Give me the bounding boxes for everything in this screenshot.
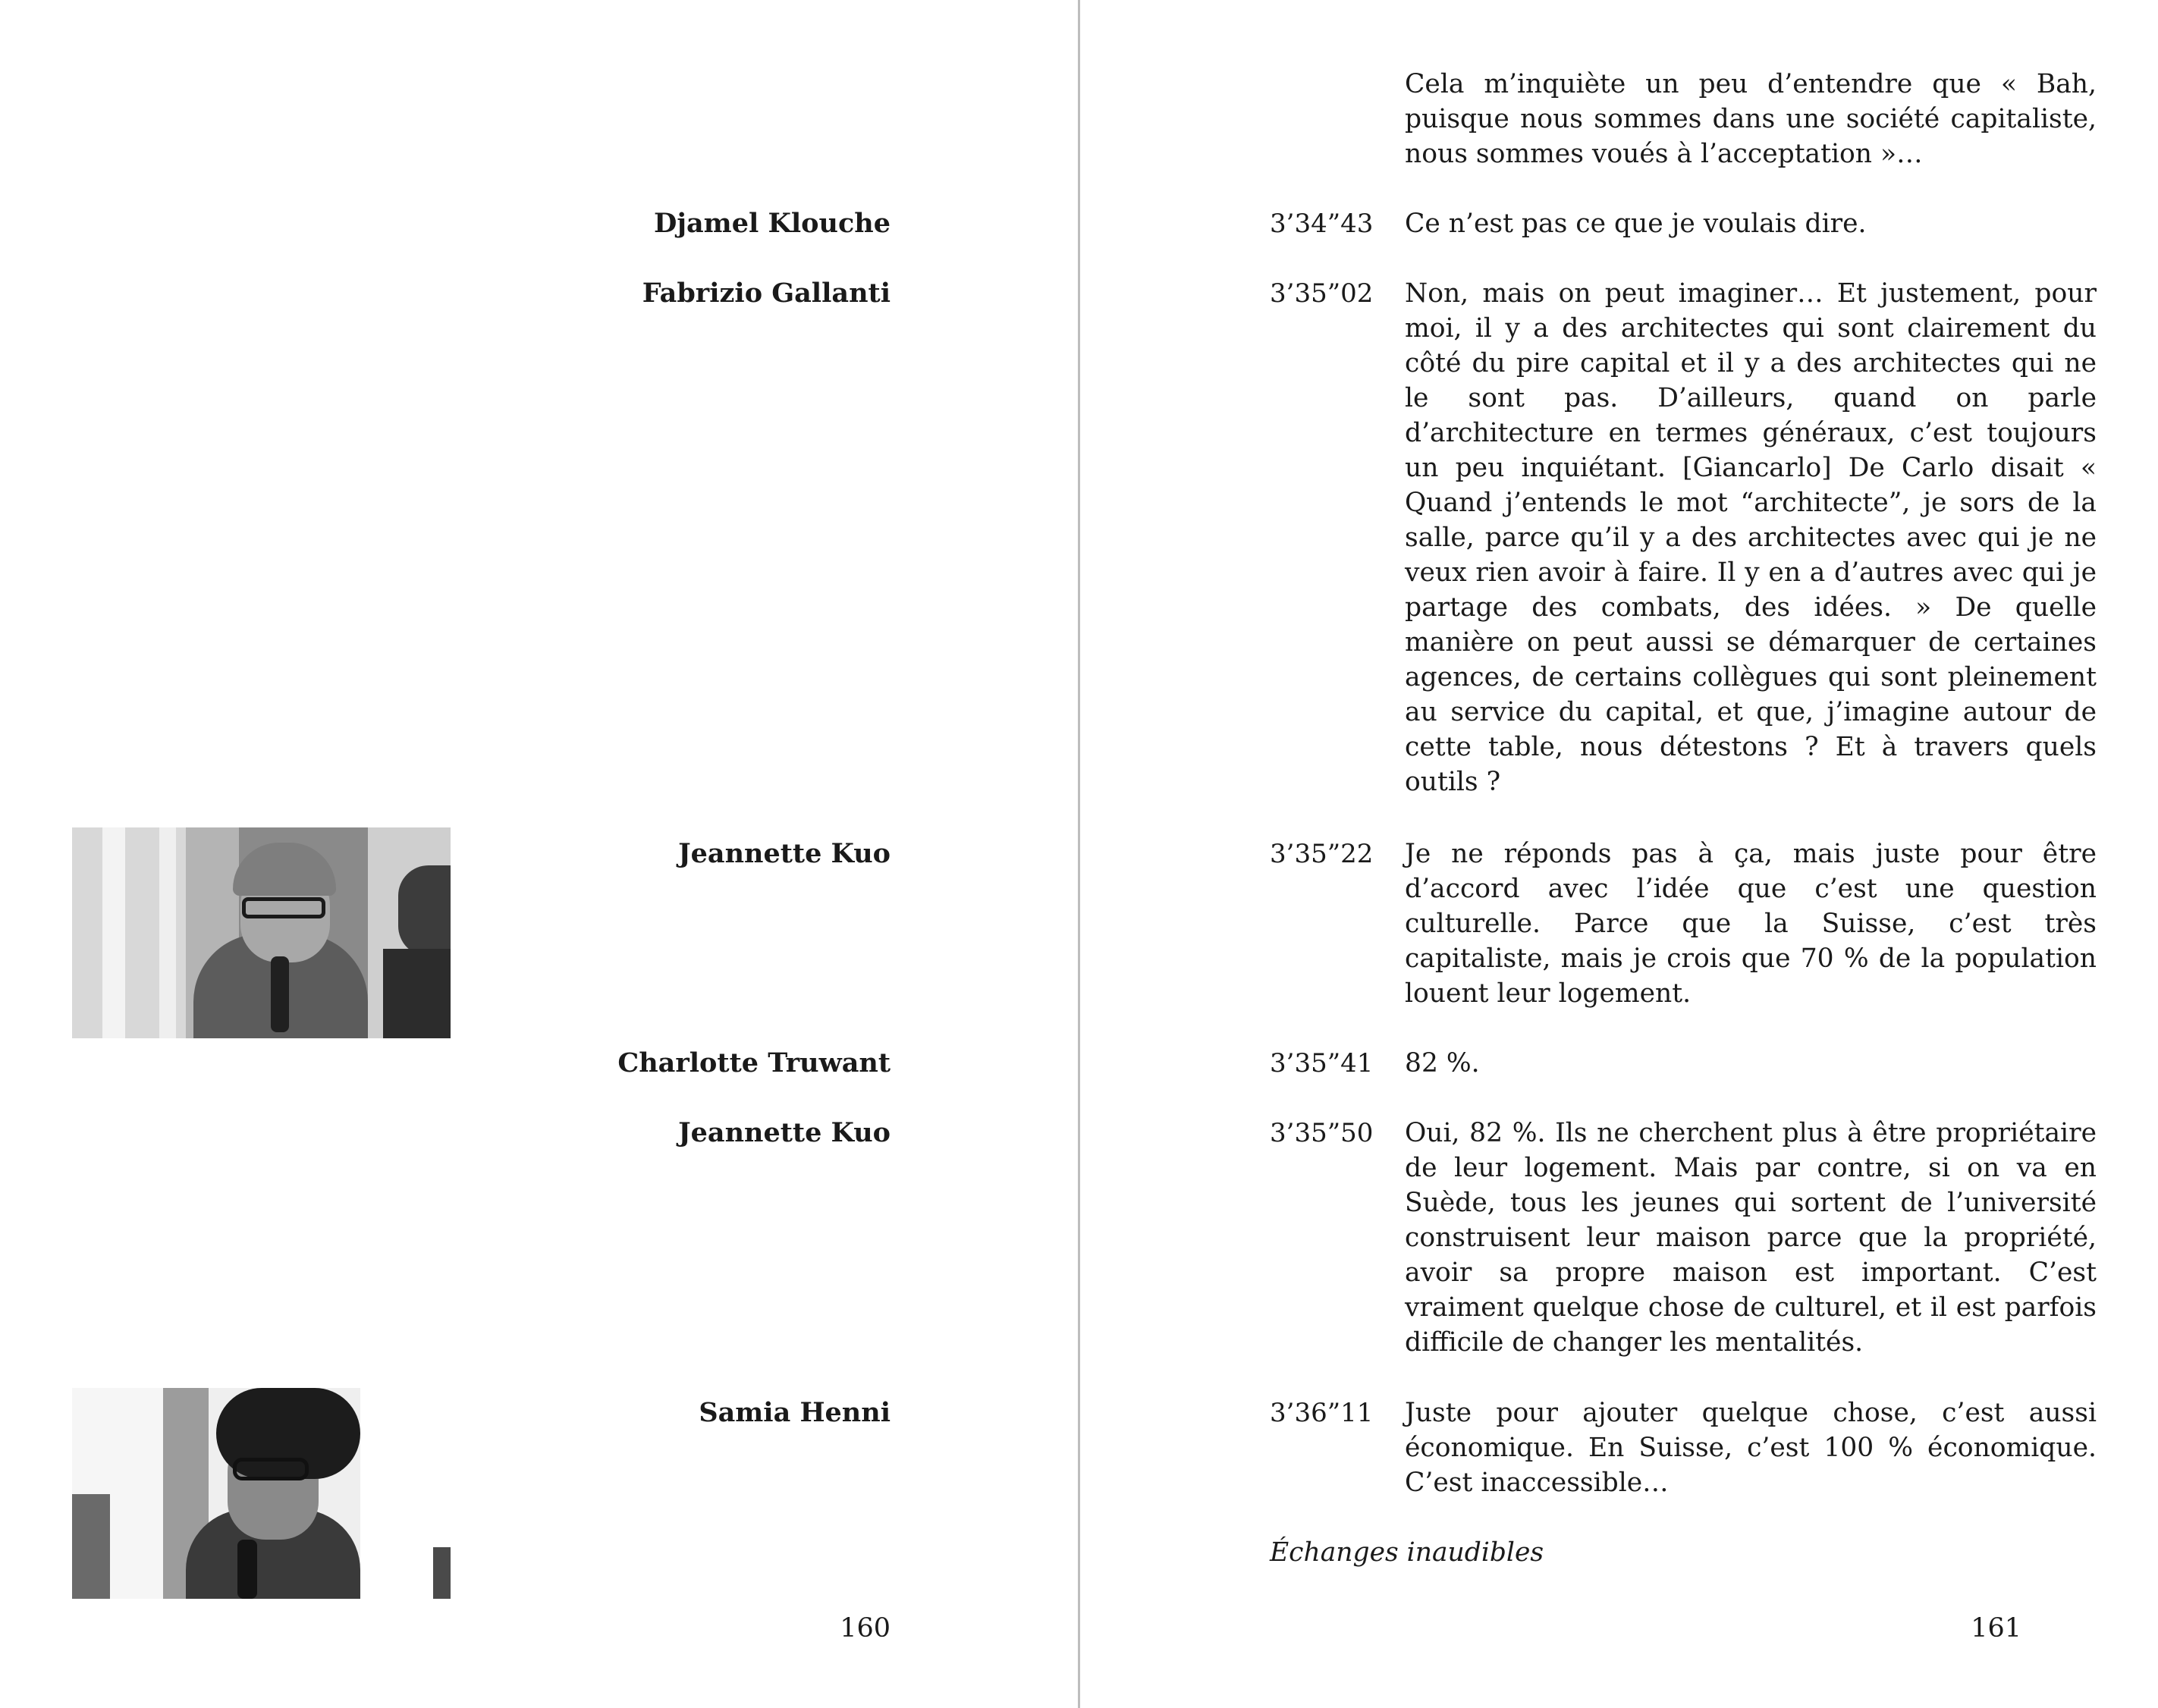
entry-text: 82 %. [1405,1048,1480,1078]
speaker-name: Djamel Klouche [653,208,891,239]
page-number: 161 [1971,1613,2021,1644]
timestamp: 3’35”22 [1270,839,1374,869]
edge-shape [72,1494,110,1599]
curtain-fold [102,827,125,1038]
curtain-fold [159,827,176,1038]
microphone-shape [237,1540,257,1599]
entry-text: Juste pour ajouter quelque chose, c’est aussi économique. En Suisse, c’est 100 % économique. C’est inaccessible… [1405,1398,2097,1498]
timestamp: 3’34”43 [1270,209,1374,239]
entry-text: Je ne réponds pas à ça, mais juste pour être d’accord avec l’idée que c’est une question culturelle. Parce que la Suisse, c’est très capitaliste, mais je crois que 70 % de la population louent leur logement. [1405,839,2097,1009]
photo-jeannette-kuo [72,827,451,1038]
speaker-name: Fabrizio Gallanti [642,278,891,309]
neighbor-head [398,865,451,956]
page-number: 160 [840,1613,891,1644]
right-page [1080,0,2158,1708]
speaker-name: Charlotte Truwant [617,1047,891,1078]
edge-shape [433,1547,451,1599]
beanie-shape [233,843,336,896]
neighbor-body [383,949,451,1038]
speaker-name: Jeannette Kuo [678,1117,891,1148]
speaker-name: Samia Henni [699,1397,891,1428]
timestamp: 3’35”41 [1270,1048,1374,1078]
left-page [0,0,1078,1708]
timestamp: 3’36”11 [1270,1398,1374,1428]
glasses-shape [242,897,325,918]
entry-text: Oui, 82 %. Ils ne cherchent plus à être propriétaire de leur logement. Mais par contre, si on va en Suède, tous les jeunes qui sortent de l’université construisent leur maison parce que la propriété, avoir sa propre maison est important. C’est vraiment quelque chose de culturel, et il est parfois difficile de changer les mentalités. [1405,1118,2097,1358]
microphone-shape [271,956,289,1032]
intro-paragraph: Cela m’inquiète un peu d’entendre que « Bah, puisque nous sommes dans une société capitaliste, nous sommes voués à l’acceptation »… [1405,69,2097,169]
photo-samia-henni [72,1388,451,1599]
entry-text: Ce n’est pas ce que je voulais dire. [1405,209,1867,239]
glasses-shape [233,1458,309,1480]
stage-note: Échanges inaudibles [1270,1537,1544,1568]
timestamp: 3’35”02 [1270,278,1374,309]
speaker-name: Jeannette Kuo [678,838,891,869]
timestamp: 3’35”50 [1270,1118,1374,1148]
entry-text: Non, mais on peut imaginer… Et justement, pour moi, il y a des architectes qui sont clairement du côté du pire capital et il y a des architectes qui ne le sont pas. D’ailleurs, quand on parle d’architecture en termes généraux, c’est toujours un peu inquiétant. [Giancarlo] De Carlo disait « Quand j’entends le mot “architecte”, je sors de la salle, parce qu’il y a des architectes avec qui je ne veux rien avoir à faire. Il y en a d’autres avec qui je partage des combats, des idées. » De quelle manière on peut aussi se démarquer de certaines agences, de certains collègues qui sont pleinement au service du capital, et que, j’imagine autour de cette table, nous détestons ? Et à travers quels outils ? [1405,278,2097,797]
